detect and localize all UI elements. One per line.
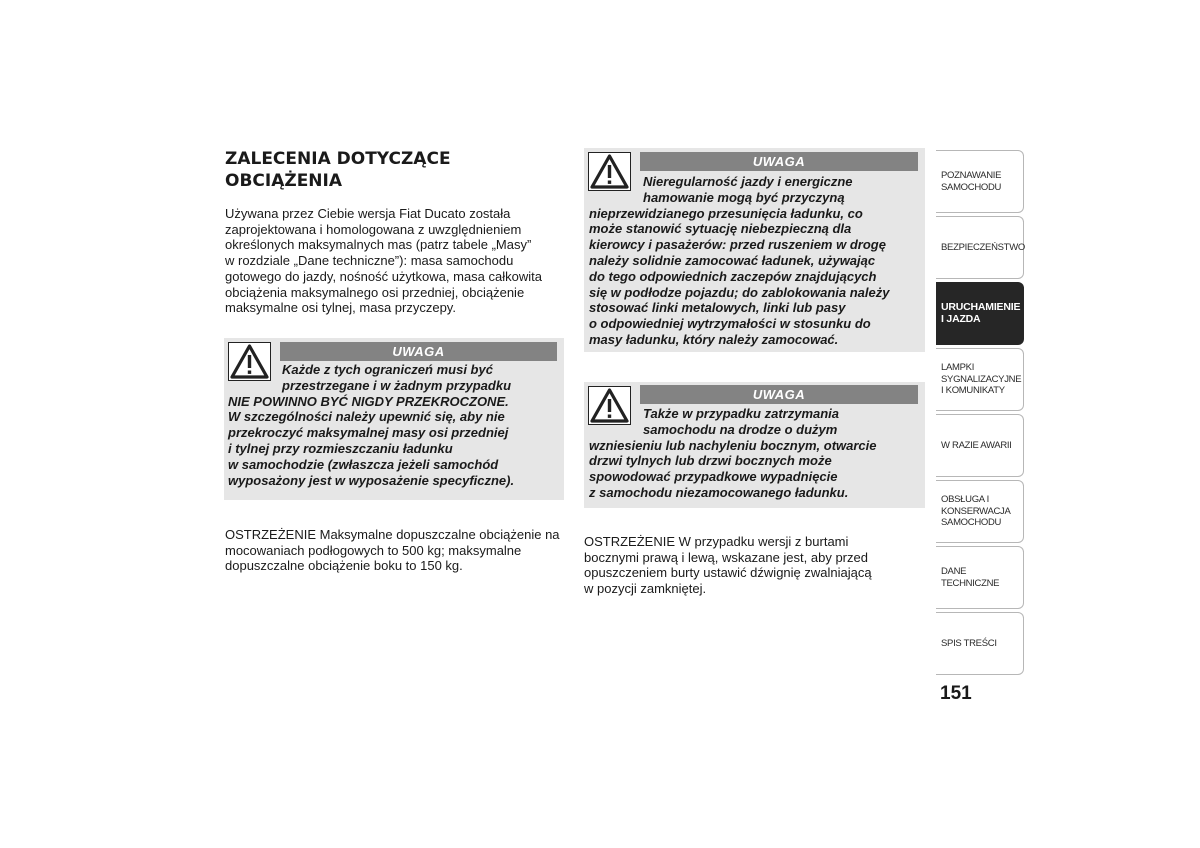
text-line: dopuszczalne obciążenie boku to 150 kg.: [225, 558, 463, 574]
tab-label: SAMOCHODU: [941, 517, 1002, 529]
text-line: się w podłodze pojazdu; do zablokowania należy: [589, 284, 890, 300]
text-line: NIE POWINNO BYĆ NIGDY PRZEKROCZONE.: [228, 393, 509, 409]
heading-line-1: ZALECENIA DOTYCZĄCE: [225, 149, 451, 169]
text-line: o odpowiedniej wytrzymałości w stosunku do: [589, 316, 871, 332]
tab-label: BEZPIECZEŃSTWO: [941, 241, 1025, 253]
text-line: Nieregularność jazdy i energiczne: [643, 174, 853, 189]
text-line: masy ładunku, który należy zamocować.: [589, 331, 839, 347]
text-line: kierowcy i pasażerów: przed ruszeniem w drogę: [589, 237, 886, 253]
text-line: mocowaniach podłogowych to 500 kg; maksymalne: [225, 542, 522, 558]
tab-bezpieczenstwo[interactable]: [936, 216, 1024, 279]
text-line: określonych maksymalnych mas (patrz tabele „Masy”: [225, 237, 532, 253]
tab-label: SYGNALIZACYJNE: [941, 373, 1022, 385]
warning-title: UWAGA: [640, 152, 918, 171]
section-heading: [225, 148, 555, 192]
note-side-walls: [584, 534, 872, 597]
warning-text: [589, 406, 877, 501]
heading-line-2: OBCIĄŻENIA: [225, 171, 343, 191]
text-line: OSTRZEŻENIE Maksymalne dopuszczalne obciążenie na: [225, 527, 560, 542]
text-line: zaprojektowana i homologowana z uwzględnieniem: [225, 221, 522, 237]
tab-label: I KOMUNIKATY: [941, 385, 1005, 397]
tab-label: KONSERWACJA: [941, 505, 1011, 517]
tab-uruchamienie-i-jazda[interactable]: [936, 282, 1024, 345]
tab-label: I JAZDA: [941, 312, 981, 325]
text-line: Każde z tych ograniczeń musi być: [282, 362, 493, 377]
warning-title: UWAGA: [280, 342, 557, 361]
tab-lampki-sygnalizacyjne[interactable]: [936, 348, 1024, 411]
text-line: obciążenia maksymalnego osi przedniej, obciążenie: [225, 284, 525, 300]
text-line: maksymalne osi tylnej, masa przyczepy.: [225, 300, 456, 316]
tab-label: W RAZIE AWARII: [941, 439, 1012, 451]
text-line: Także w przypadku zatrzymania: [643, 406, 840, 421]
tab-label: SPIS TREŚCI: [941, 637, 997, 649]
note-floor-anchors: [225, 527, 560, 574]
tab-label: DANE TECHNICZNE: [941, 566, 1000, 589]
text-line: opuszczeniem burty ustawić dźwignię zwalniającą: [584, 565, 872, 581]
text-line: w samochodzie (zwłaszcza jeżeli samochód: [228, 456, 499, 472]
text-line: Używana przez Ciebie wersja Fiat Ducato została: [225, 206, 511, 221]
text-line: stosować linki metalowych, linki lub pasy: [589, 300, 846, 316]
text-line: bocznymi prawą i lewą, wskazane jest, aby przed: [584, 549, 868, 565]
text-line: w pozycji zamkniętej.: [584, 581, 707, 597]
tab-label: LAMPKI: [941, 362, 975, 374]
tab-label: URUCHAMIENIE: [941, 301, 1021, 313]
tab-obsluga-i-konserwacja[interactable]: [936, 480, 1024, 543]
text-line: spowodować przypadkowe wypadnięcie: [589, 469, 838, 485]
warning-text: [589, 174, 889, 348]
text-line: przestrzegane i w żadnym przypadku: [282, 377, 512, 393]
tab-poznawanie-samochodu[interactable]: [936, 150, 1024, 213]
text-line: przekroczyć maksymalnej masy osi przedniej: [228, 425, 509, 441]
tab-spis-tresci[interactable]: [936, 612, 1024, 675]
text-line: drzwi tylnych lub drzwi bocznych może: [589, 453, 832, 469]
text-line: do tego odpowiednich zaczepów znajdujących: [589, 268, 877, 284]
text-line: z samochodu niezamocowanego ładunku.: [589, 484, 849, 500]
intro-paragraph: [225, 206, 542, 316]
text-line: OSTRZEŻENIE W przypadku wersji z burtami: [584, 534, 849, 549]
text-line: może stanowić sytuację niebezpieczną dla: [589, 221, 852, 237]
warning-box-slope-unloading: [584, 382, 925, 508]
warning-text: [228, 362, 514, 488]
text-line: wzniesieniu lub nachyleniu bocznym, otwarcie: [589, 437, 877, 453]
text-line: i tylnej przy rozmieszczaniu ładunku: [228, 440, 453, 456]
tab-label: OBSŁUGA I: [941, 494, 989, 506]
text-line: hamowanie mogą być przyczyną: [643, 189, 845, 205]
text-line: w rozdziale „Dane techniczne”): masa samochodu: [225, 253, 514, 269]
warning-box-cargo-securing: [584, 148, 925, 352]
text-line: należy solidnie zamocować ładunek, używając: [589, 252, 876, 268]
warning-box-load-limits: [224, 338, 564, 500]
text-line: gotowego do jazdy, nośność użytkowa, masa całkowita: [225, 268, 542, 284]
text-line: nieprzewidzianego przesunięcia ładunku, co: [589, 205, 863, 221]
tab-label: SAMOCHODU: [941, 181, 1002, 193]
text-line: samochodu na drodze o dużym: [643, 421, 838, 437]
tab-label: POZNAWANIE: [941, 170, 1002, 181]
warning-title: UWAGA: [640, 385, 918, 404]
tab-w-razie-awarii[interactable]: [936, 414, 1024, 477]
text-line: wyposażony jest w wyposażenie specyficzne).: [228, 472, 515, 488]
tab-dane-techniczne[interactable]: [936, 546, 1024, 609]
page-number: 151: [940, 683, 972, 704]
text-line: W szczególności należy upewnić się, aby nie: [228, 409, 505, 425]
